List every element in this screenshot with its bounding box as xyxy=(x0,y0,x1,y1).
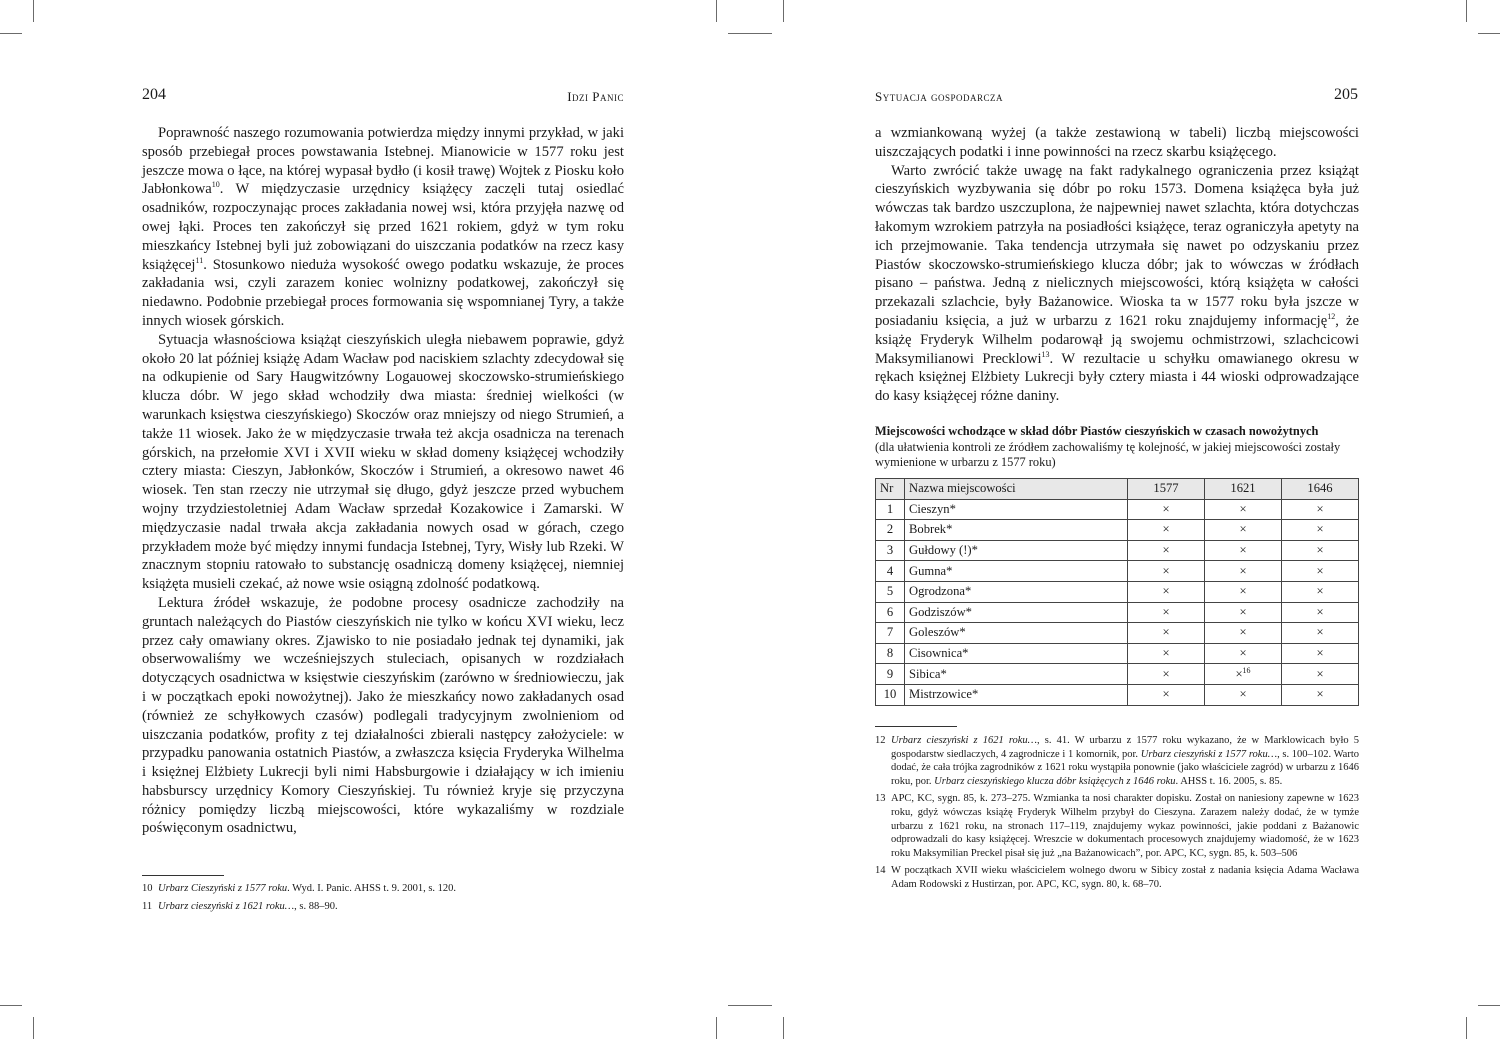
table-row xyxy=(876,643,1359,664)
table-row xyxy=(876,581,1359,602)
footnote: 11 Urbarz cieszyński z 1621 roku…, s. 88–90. xyxy=(142,900,338,912)
header-1621: 1621 xyxy=(1205,479,1282,500)
localities-table xyxy=(875,478,1359,706)
row-name: Goleszów* xyxy=(905,623,1128,644)
row-name: Cisownica* xyxy=(905,643,1128,664)
footnotes xyxy=(142,882,624,917)
mark-1646: × xyxy=(1282,602,1359,623)
mark-1577: × xyxy=(1128,684,1205,705)
mark-1646: × xyxy=(1282,643,1359,664)
paragraph: Sytuacja własnościowa książąt cieszyńskich uległa niebawem poprawie, gdyż około 20 lat później książę Adam Wacław pod naciskiem szlachty zdecydował się na odkupienie od Sary Haugwitzówny Logauowej skoczowsko-strumieńskiego klucza dóbr. W jego skład wchodziły dwa miasta: średniej wielkości (w warunkach księstwa cieszyńskiego) Skoczów oraz mniejszy od niego Strumień, a także 11 wiosek. Jako że w międzyczasie trwała też akcja osadnicza na terenach górskich, na przełomie XVI i XVII wieku w skład domeny książęcej wchodziły cztery miasta: Cieszyn, Jabłonków, Skoczów i Strumień, a okresowo nawet 46 wiosek. Ten stan rzeczy nie utrzymał się długo, gdyż jeszcze przed wybuchem wojny trzydziestoletniej Adam Wacław sprzedał Kozakowice i Zamarski. W międzyczasie nadal trwała akcja zakładania nowych osad w górach, czego przykładem może być między innymi fundacja Istebnej, Tyry, Wisły lub Rzeki. W znacznym stopniu ratowało to substancję osadniczą domeny książęcej, niemniej książęta musieli czekać, aż nowe wsie osiągną zdolność podatkową. xyxy=(142,331,624,593)
body-text xyxy=(875,124,1359,406)
table-row xyxy=(876,664,1359,685)
footnote-ref[interactable]: 12 xyxy=(1327,312,1336,322)
header-1646: 1646 xyxy=(1282,479,1359,500)
mark-1646: × xyxy=(1282,623,1359,644)
table-row xyxy=(876,623,1359,644)
row-name: Cieszyn* xyxy=(905,499,1128,520)
row-name: Sibica* xyxy=(905,664,1128,685)
header-name: Nazwa miejscowości xyxy=(905,479,1128,500)
mark-1621: × xyxy=(1205,520,1282,541)
mark-1646: × xyxy=(1282,499,1359,520)
row-nr: 9 xyxy=(876,664,905,685)
mark-1621: × xyxy=(1205,623,1282,644)
footnote-ref[interactable]: 13 xyxy=(1041,349,1050,359)
mark-1577: × xyxy=(1128,561,1205,582)
page-number: 204 xyxy=(142,86,166,103)
header-1577: 1577 xyxy=(1128,479,1205,500)
mark-1577: × xyxy=(1128,581,1205,602)
mark-1577: × xyxy=(1128,643,1205,664)
mark-1646: × xyxy=(1282,561,1359,582)
table-caption: Miejscowości wchodzące w skład dóbr Piastów cieszyńskich w czasach nowożytnych (dla ułatwienia kontroli ze źródłem zachowaliśmy tę kolejność, w jakiej miejscowości zostały wymienione w urbarzu z 1577 roku) xyxy=(875,424,1341,470)
mark-1646: × xyxy=(1282,540,1359,561)
mark-1621: × xyxy=(1205,684,1282,705)
running-head: Idzi Panic xyxy=(567,89,624,104)
footnote: 12 Urbarz cieszyński z 1621 roku…, s. 41. W urbarzu z 1577 roku wykazano, że w Marklowicach było 5 gospodarstw siedlaczych, 4 zagrodnicze i 1 komornik, por. Urbarz cieszyński z 1577 roku…, s. 100–102. Warto dodać, że cała trójka zagrodników z 1621 roku wystąpiła ponownie (jako właściciele zagród) w urbarzu z 1646 roku, por. Urbarz cieszyńskiego klucza dóbr książęcych z 1646 roku. AHSS t. 16. 2005, s. 85. xyxy=(875,735,1360,787)
page-number: 205 xyxy=(1334,86,1358,103)
header-nr: Nr xyxy=(876,479,905,500)
row-name: Gułdowy (!)* xyxy=(905,540,1128,561)
table-row xyxy=(876,499,1359,520)
mark-1646: × xyxy=(1282,581,1359,602)
row-nr: 6 xyxy=(876,602,905,623)
mark-1621: ×$^{16}$ xyxy=(1205,664,1282,685)
footnote: 14 W początkach XVII wieku właścicielem wolnego dworu w Sibicy został z nadania księcia Adama Wacława Adam Rodowski z Hustirzan, por. APC, KC, sygn. 80, k. 68–70. xyxy=(875,865,1359,890)
mark-1621: × xyxy=(1205,561,1282,582)
footnote: 13 APC, KC, sygn. 85, k. 273–275. Wzmianka ta nosi charakter dopisku. Został on naniesiony zapewne w 1623 roku, gdyż wówczas książę Fryderyk Wilhelm przybył do Cieszyna. Zarazem należy dodać, że w tymże urbarzu z 1621 roku, na stronach 117–119, znajdujemy wykaz powinności, jakie poddani z Bażanowic odprowadzali do kasy książęcej. Wreszcie w dokumentach procesowych znajdujemy wiadomość, że w 1623 roku Maksymilian Preckel pisał się już „na Bażanowicach”, por. APC, KC, sygn. 85, k. 503–506 xyxy=(875,793,1359,859)
row-nr: 1 xyxy=(876,499,905,520)
footnote-rule xyxy=(142,875,224,876)
row-name: Bobrek* xyxy=(905,520,1128,541)
footnote: 10 Urbarz Cieszyński z 1577 roku. Wyd. I. Panic. AHSS t. 9. 2001, s. 120. xyxy=(142,883,457,894)
row-name: Ogrodzona* xyxy=(905,581,1128,602)
right-page xyxy=(750,0,1500,1039)
paragraph: Poprawność naszego rozumowania potwierdza między innymi przykład, w jaki sposób przebiegał proces powstawania Istebnej. Mianowicie w 1577 roku jest jeszcze mowa o łące, na której wypasał bydło (i kosił trawę) Wojtek z Piosku koło Jabłonkowa$^{10}$. W międzyczasie urzędnicy książęcy zaczęli tutaj osiedlać osadników, rozpoczynając proces zakładania nowej wsi, która przyjęła nazwę od owej łąki. Proces ten zakończył się przed 1621 rokiem, gdyż w tym roku mieszkańcy Istebnej byli już zobowiązani do uiszczania podatków na rzecz kasy książęcej$^{11}$. Stosunkowo nieduża wysokość owego podatku wskazuje, że proces zakładania wsi, czyli zarazem koniec wolnizny podatkowej, zakończył się niedawno. Podobnie przebiegał proces formowania się wspomnianej Tyry, a także innych wiosek górskich. xyxy=(142,125,624,329)
mark-1577: × xyxy=(1128,664,1205,685)
mark-1577: × xyxy=(1128,499,1205,520)
mark-1577: × xyxy=(1128,540,1205,561)
row-nr: 8 xyxy=(876,643,905,664)
row-nr: 10 xyxy=(876,684,905,705)
table-header-row xyxy=(876,479,1359,500)
table-row xyxy=(876,684,1359,705)
mark-1577: × xyxy=(1128,520,1205,541)
mark-1621: × xyxy=(1205,540,1282,561)
row-nr: 5 xyxy=(876,581,905,602)
mark-1646: × xyxy=(1282,684,1359,705)
mark-1621: × xyxy=(1205,602,1282,623)
row-name: Mistrzowice* xyxy=(905,684,1128,705)
row-name: Gumna* xyxy=(905,561,1128,582)
footnotes xyxy=(875,734,1359,896)
body-text xyxy=(142,124,624,838)
row-nr: 7 xyxy=(876,623,905,644)
mark-1577: × xyxy=(1128,623,1205,644)
row-nr: 2 xyxy=(876,520,905,541)
row-nr: 4 xyxy=(876,561,905,582)
footnote-rule xyxy=(875,726,957,727)
paragraph: Warto zwrócić także uwagę na fakt radykalnego ograniczenia przez książąt cieszyńskich wyzbywania się dóbr po roku 1573. Domena książęca była już wówczas tak bardzo uszczuplona, że najpewniej nawet szlachta, która dotychczas łakomym wzrokiem patrzyła na posiadłości książęce, teraz ograniczyła apetyty na ich przejmowanie. Taka tendencja utrzymała się nawet po odzyskaniu przez Piastów skoczowsko-strumieńskiego klucza dóbr; jak to wówczas w źródłach pisano – państwa. Jedną z nielicznych miejscowości, którą książęta w całości przekazali szlachcie, były Bażanowice. Wioska ta w 1577 roku była jszcze w posiadaniu księcia, a już w urbarzu z 1621 roku znajdujemy informację$^{12}$, że książę Fryderyk Wilhelm podarowął ją swojemu ochmistrzowi, szlachcicowi Maksymilianowi Precklowi$^{13}$. W rezultacie u schyłku omawianego okresu w rękach księżnej Elżbiety Lukrecji były cztery miasta i 44 wioski odprowadzające do kasy książęcej różne daniny. xyxy=(875,162,1359,405)
mark-1621: × xyxy=(1205,499,1282,520)
row-name: Godziszów* xyxy=(905,602,1128,623)
footnote-ref[interactable]: 16 xyxy=(1242,665,1251,675)
mark-1646: × xyxy=(1282,664,1359,685)
mark-1577: × xyxy=(1128,602,1205,623)
paragraph: Lektura źródeł wskazuje, że podobne procesy osadnicze zachodziły na gruntach należących do Piastów cieszyńskich nie tylko w końcu XVI wieku, lecz przez cały omawiany okres. Zjawisko to nie posiadało jednak tej dynamiki, jak obserwowaliśmy we wcześniejszych stuleciach, opisanych w rozdziałach dotyczących osadnictwa w księstwie cieszyńskim (zarówno w średniowieczu, jak i w początkach epoki nowożytnej). Jako że mieszkańcy nowo zakładanych osad (również ze schyłkowych czasów) podlegali tradycyjnym zwolnieniom od uiszczania podatków, profity z tej działalności zbierali następcy założyciele: w przypadku panowania ostatnich Piastów, a zwłaszcza księcia Fryderyka Wilhelma i księżnej Elżbiety Lukrecji byli nimi Habsburgowie i działający w ich imieniu habsburscy urzędnicy Komory Cieszyńskiej. Tu również kryje się przyczyna różnicy pomiędzy liczbą miejscowości, które wykazaliśmy w rozdziale poświęconym osadnictwu, xyxy=(142,594,624,837)
mark-1621: × xyxy=(1205,643,1282,664)
mark-1621: × xyxy=(1205,581,1282,602)
table-row xyxy=(876,602,1359,623)
row-nr: 3 xyxy=(876,540,905,561)
table-row xyxy=(876,520,1359,541)
table-row xyxy=(876,540,1359,561)
table-row xyxy=(876,561,1359,582)
footnote-ref[interactable]: 10 xyxy=(211,180,220,190)
footnote-ref[interactable]: 11 xyxy=(195,255,204,265)
paragraph: a wzmiankowaną wyżej (a także zestawioną w tabeli) liczbą miejscowości uiszczających podatki i inne powinności na rzecz skarbu książęcego. xyxy=(875,125,1359,160)
mark-1646: × xyxy=(1282,520,1359,541)
running-head: Sytuacja gospodarcza xyxy=(875,89,1003,104)
